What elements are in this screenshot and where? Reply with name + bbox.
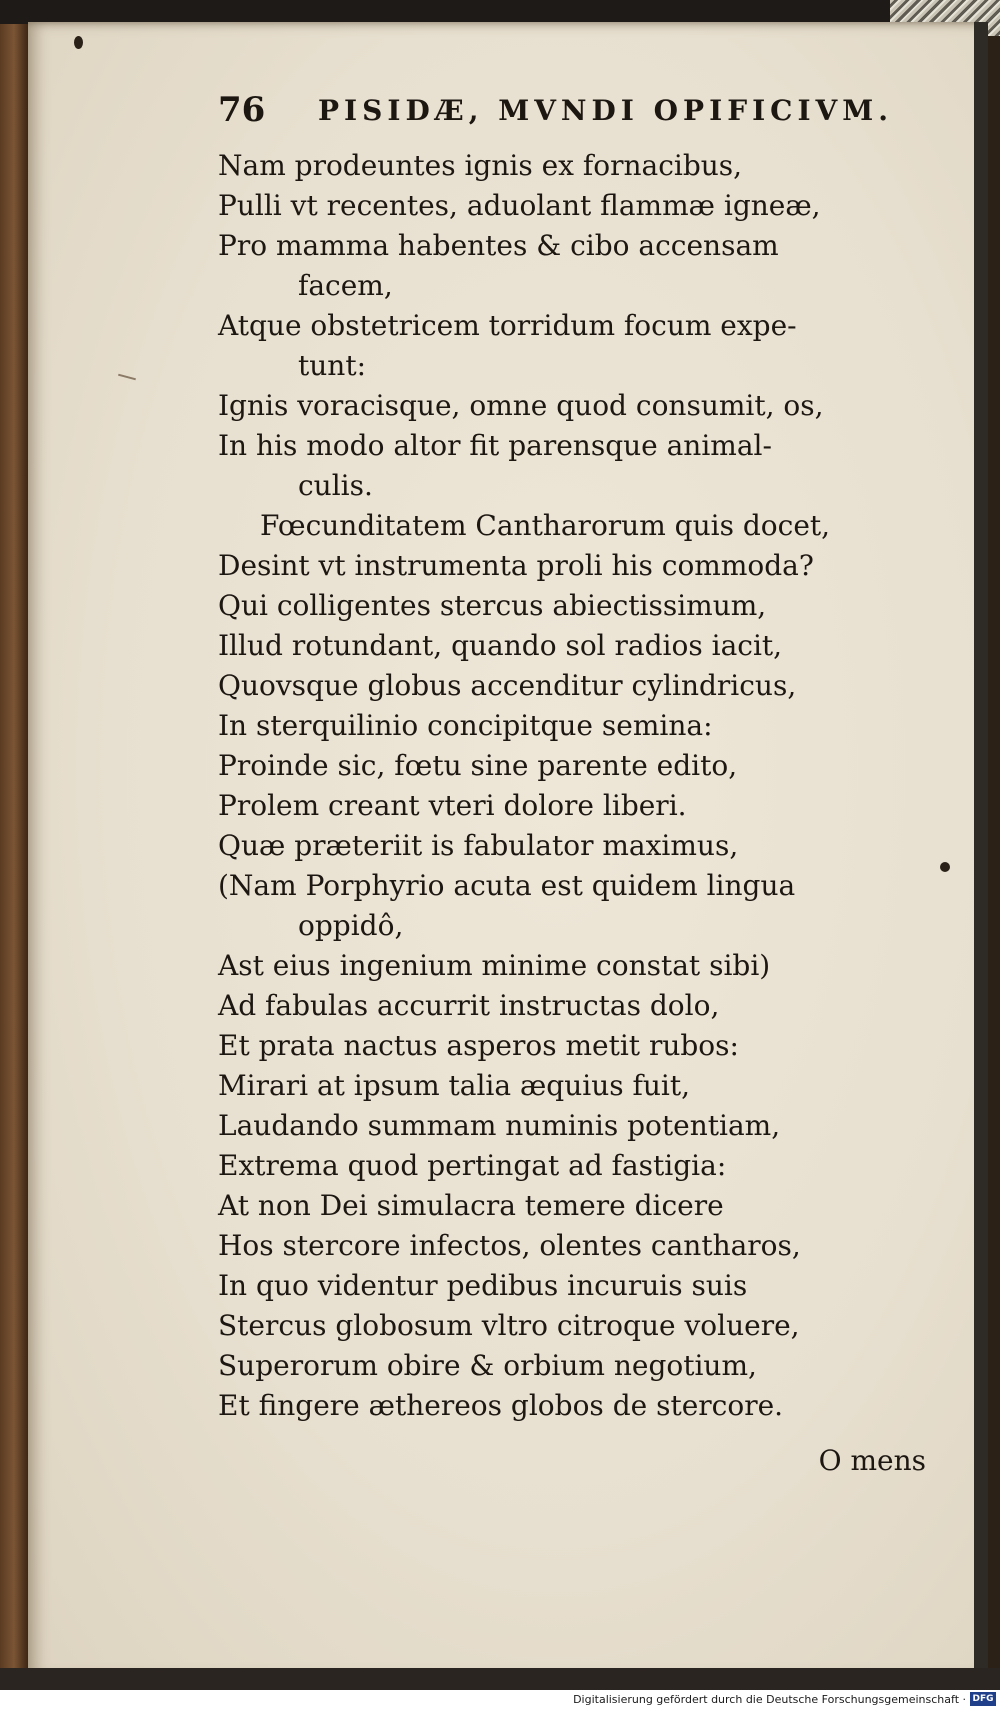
verse-line-continuation: oppidô, [298,909,404,942]
verse-line-paragraph-start: Fœcunditatem Cantharorum quis docet, [260,509,831,542]
verse-line: Proinde sic, fœtu sine parente edito, [218,749,738,782]
page-right-shadow [974,22,988,1678]
verse-line: Laudando summam numinis potentiam, [218,1109,781,1142]
verse-line: Stercus globosum vltro citroque voluere, [218,1309,800,1342]
verse-line: Nam prodeuntes ignis ex fornacibus, [218,149,743,182]
verse-line: Ast eius ingenium minime constat sibi) [218,949,771,982]
scan-top-edge [0,0,1000,24]
verse-line: Mirari at ipsum talia æquius fuit, [218,1069,691,1102]
verse-line: Atque obstetricem torridum focum expe- [218,309,797,342]
page-header [218,90,948,140]
verse-line: Quæ præteriit is fabulator maximus, [218,829,739,862]
verse-line: Superorum obire & orbium negotium, [218,1349,757,1382]
running-head: PISIDÆ, MVNDI OPIFICIVM. [318,94,894,127]
verse-line: Hos stercore infectos, olentes cantharos, [218,1229,801,1262]
verse-line: In sterquilinio concipitque semina: [218,709,713,742]
verse-line: Prolem creant vteri dolore liberi. [218,789,687,822]
verse-line-continuation: culis. [298,469,373,502]
verse-line: (Nam Porphyrio acuta est quidem lingua [218,869,796,902]
verse-line: Pro mamma habentes & cibo accensam [218,229,779,262]
verse-line: Extrema quod pertingat ad fastigia: [218,1149,727,1182]
verse-text-block [218,146,948,1426]
scan-bottom-edge [0,1668,1000,1690]
verse-line: In his modo altor fit parensque animal- [218,429,772,462]
verse-line: Et fingere æthereos globos de stercore. [218,1389,784,1422]
verse-line: Quovsque globus accenditur cylindricus, [218,669,797,702]
verse-line: Ignis voracisque, omne quod consumit, os, [218,389,824,422]
verse-line-continuation: tunt: [298,349,367,382]
verse-line: Desint vt instrumenta proli his commoda? [218,549,814,582]
verse-line: Qui colligentes stercus abiectissimum, [218,589,767,622]
verse-line: Pulli vt recentes, aduolant flammæ igneæ, [218,189,821,222]
verse-line: Et prata nactus asperos metit rubos: [218,1029,739,1062]
verse-line: In quo videntur pedibus incuruis suis [218,1269,748,1302]
digitization-credit: Digitalisierung gefördert durch die Deutsche Forschungsgemeinschaft · [573,1693,966,1706]
catchword: O mens [818,1444,926,1477]
dfg-logo: DFG [970,1692,996,1706]
page-number: 76 [218,90,266,130]
verse-line: Ad fabulas accurrit instructas dolo, [218,989,720,1022]
verse-line: At non Dei simulacra temere dicere [218,1189,724,1222]
verse-line: Illud rotundant, quando sol radios iacit, [218,629,783,662]
ink-blot [74,36,83,49]
verse-line-continuation: facem, [298,269,393,302]
